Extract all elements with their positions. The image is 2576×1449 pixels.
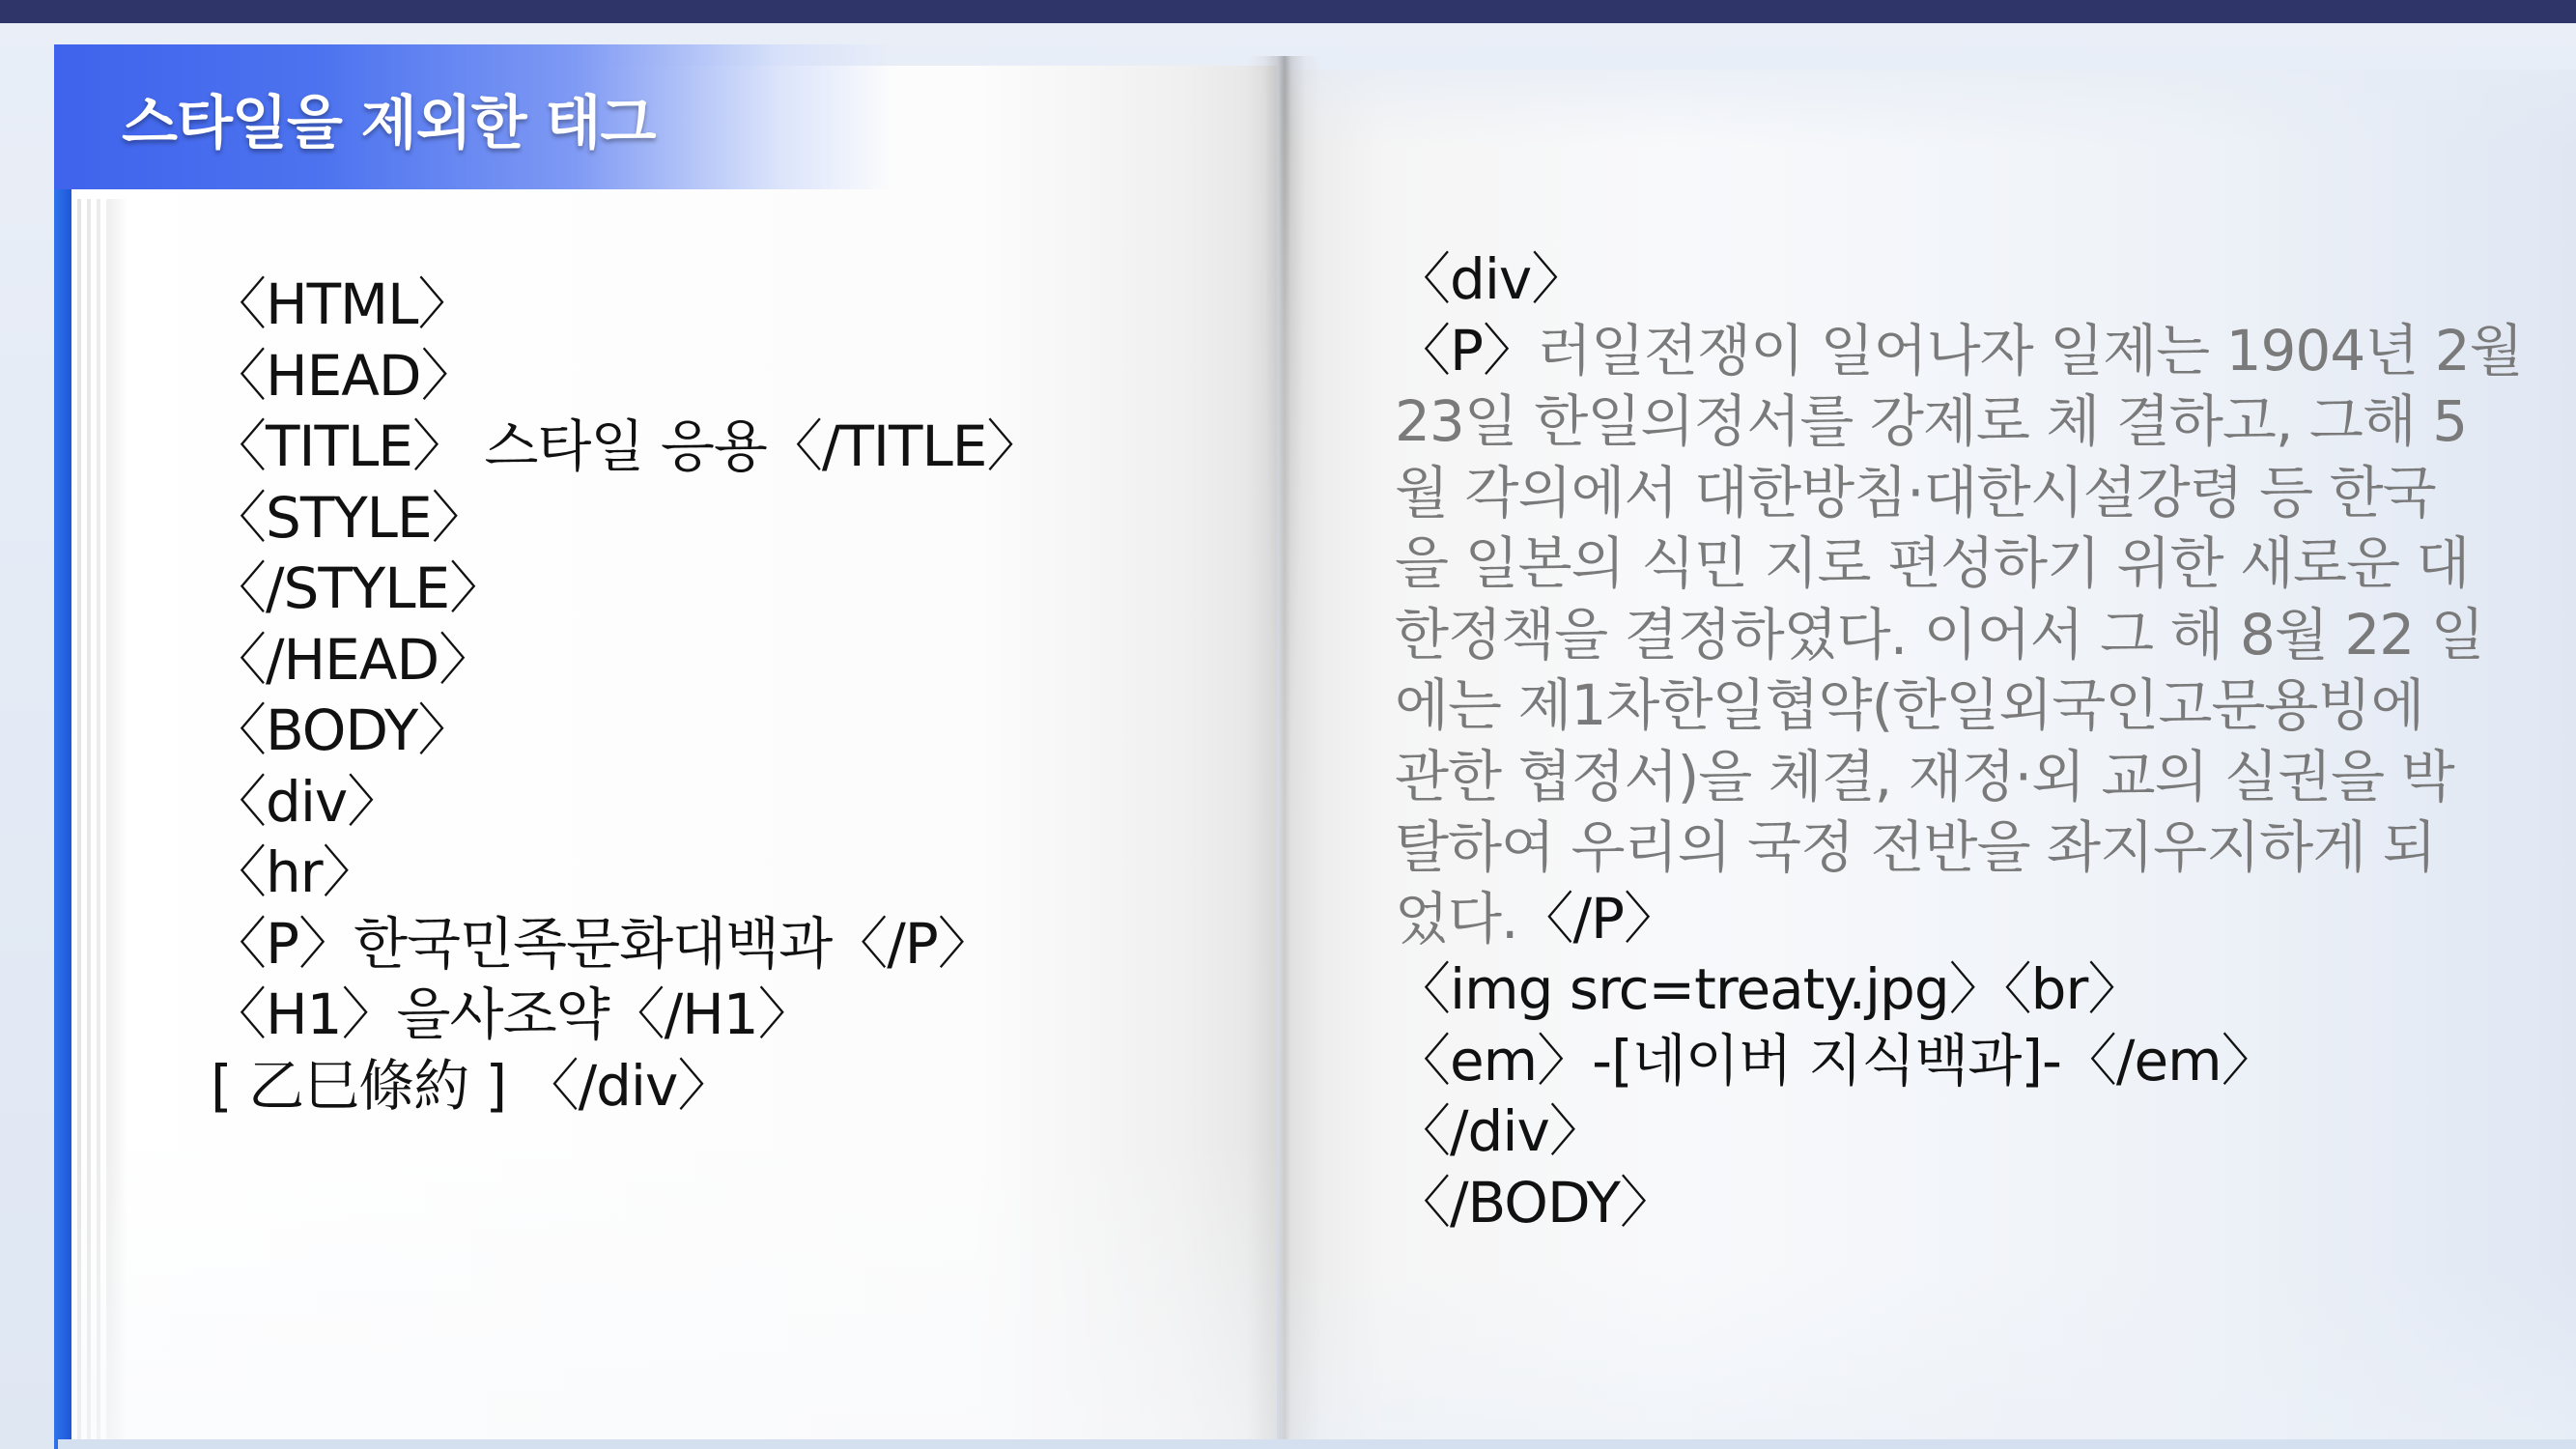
code-line: 〈em〉-[네이버 지식백과]-〈/em〉 (1395, 1027, 2277, 1094)
code-line: 〈/HEAD〉 (211, 626, 495, 693)
paragraph-close-tag: 〈/P〉 (1517, 885, 1680, 952)
code-line: 〈div〉 (211, 768, 403, 835)
code-line: 〈H1〉을사조약〈/H1〉 (211, 981, 813, 1047)
left-accent-rail (54, 189, 71, 1449)
right-code-block (1395, 244, 2523, 1238)
code-line: 〈TITLE〉 스타일 응용〈/TITLE〉 (211, 413, 1042, 479)
paragraph-line-8: 탈하여 우리의 국정 전반을 좌지우지하게 되 (1395, 814, 2436, 880)
top-bar (0, 0, 2576, 23)
paragraph-line-5: 한정책을 결정하였다. 이어서 그 해 8월 22 일 (1395, 601, 2484, 668)
paragraph-line-6: 에는 제1차한일협약(한일외국인고문용빙에 (1395, 672, 2424, 738)
code-line: 〈/STYLE〉 (211, 555, 505, 621)
code-line: 〈hr〉 (211, 839, 378, 905)
code-line: 〈/div〉 (1395, 1098, 1604, 1164)
paragraph-line-1 (1395, 316, 2523, 387)
paragraph-text: 었다. (1395, 885, 1518, 952)
paragraph-line-9 (1395, 884, 2477, 955)
paragraph-open-tag: 〈P〉 (1395, 317, 1538, 384)
code-line: 〈HEAD〉 (211, 342, 476, 409)
code-line: 〈img src=treaty.jpg〉〈br〉 (1395, 956, 2143, 1022)
code-line: 〈STYLE〉 (211, 484, 487, 551)
code-line: 〈BODY〉 (211, 697, 473, 763)
code-line: 〈HTML〉 (211, 271, 473, 337)
paragraph-line-3: 월 각의에서 대한방침·대한시설강령 등 한국 (1395, 459, 2436, 526)
paragraph-line-4: 을 일본의 식민 지로 편성하기 위한 새로운 대 (1395, 530, 2470, 596)
paragraph-line-7: 관한 협정서)을 체결, 재정·외 교의 실권을 박 (1395, 743, 2454, 810)
title-banner (54, 44, 894, 189)
bottom-strip (58, 1439, 2576, 1449)
code-line: 〈/BODY〉 (1395, 1169, 1675, 1236)
slide-title: 스타일을 제외한 태그 (122, 90, 656, 157)
code-line: 〈P〉한국민족문화대백과〈/P〉 (211, 910, 993, 977)
paragraph-text: 러일전쟁이 일어나자 일제는 1904년 2월 (1537, 317, 2523, 384)
code-line: [ 乙巳條約 ] 〈/div〉 (211, 1052, 733, 1119)
code-line: 〈div〉 (1395, 246, 1587, 312)
paragraph-block (1395, 316, 2523, 955)
paragraph-line-2: 23일 한일의정서를 강제로 체 결하고, 그해 5 (1395, 388, 2468, 454)
left-code-block (211, 270, 1138, 1122)
